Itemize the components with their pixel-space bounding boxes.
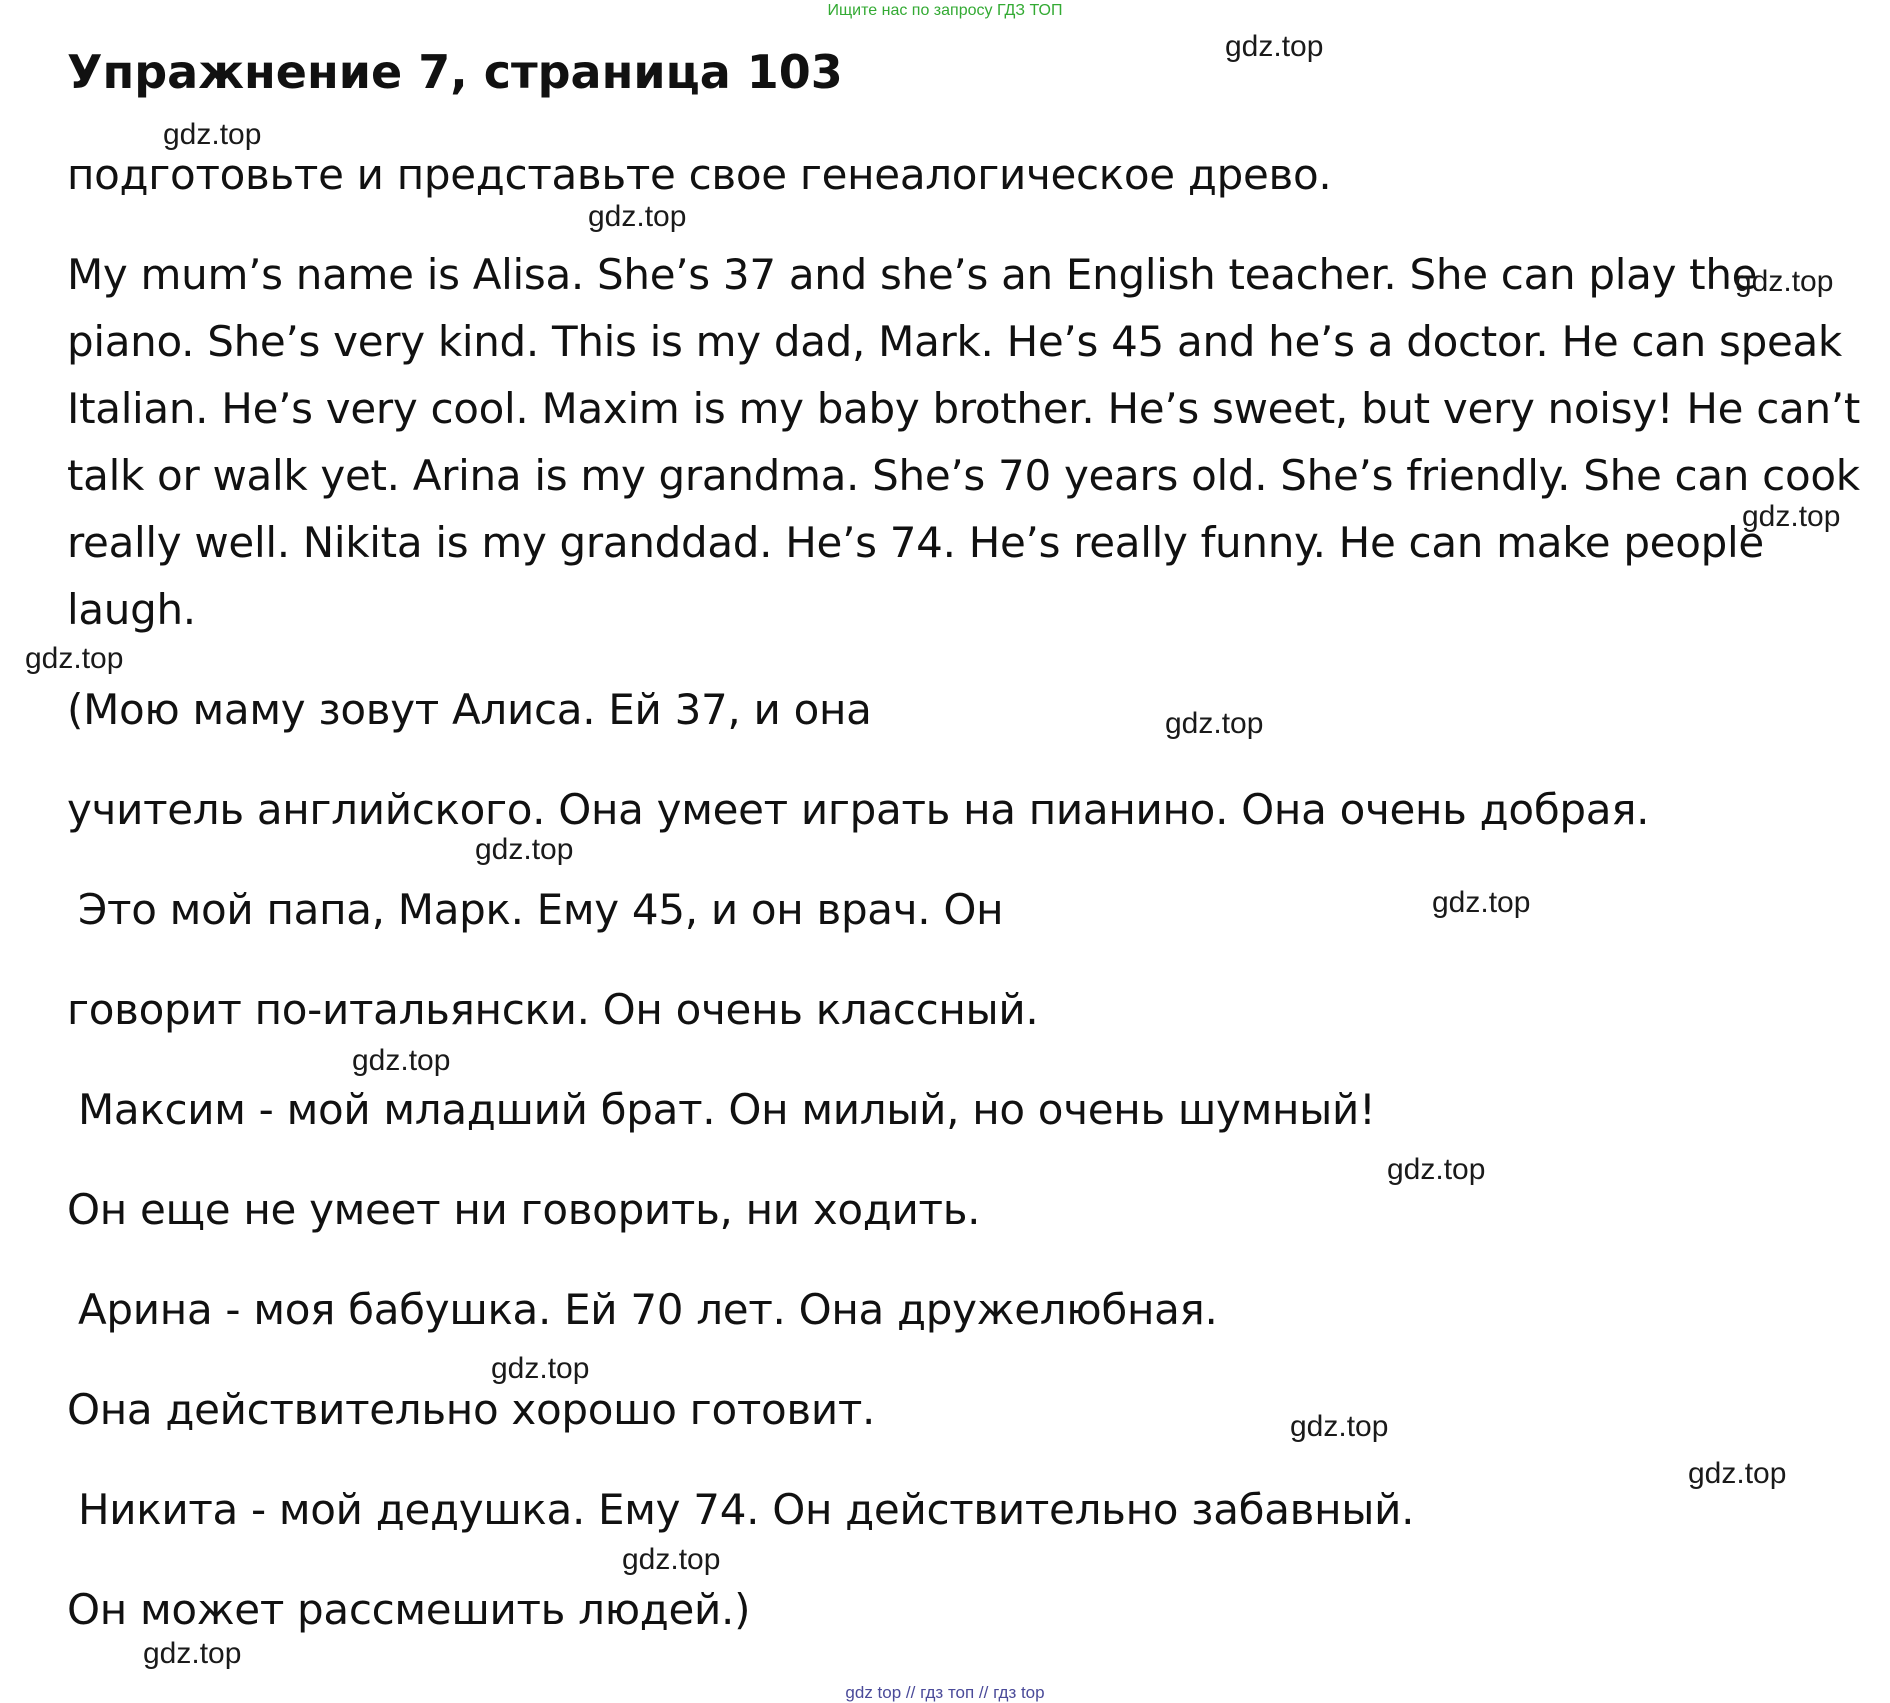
watermark: gdz.top — [491, 1352, 590, 1385]
page-title: Упражнение 7, страница 103 — [67, 45, 843, 99]
top-banner: Ищите нас по запросу ГДЗ ТОП — [827, 2, 1063, 19]
watermark: gdz.top — [1735, 265, 1834, 298]
russian-line: (Мою маму зовут Алиса. Ей 37, и она — [67, 685, 872, 734]
watermark: gdz.top — [1290, 1410, 1389, 1443]
watermark: gdz.top — [475, 833, 574, 866]
task-text: подготовьте и представьте свое генеалогическое древо. — [67, 150, 1332, 199]
watermark: gdz.top — [25, 642, 124, 675]
russian-line: Максим - мой младший брат. Он милый, но очень шумный! — [78, 1085, 1376, 1134]
watermark: gdz.top — [143, 1637, 242, 1670]
footer: gdz top // гдз топ // гдз top — [845, 1683, 1045, 1702]
russian-line: учитель английского. Она умеет играть на пианино. Она очень добрая. — [67, 785, 1650, 834]
watermark: gdz.top — [352, 1044, 451, 1077]
english-line: My mum’s name is Alisa. She’s 37 and she’s an English teacher. She can play the — [67, 250, 1758, 299]
watermark: gdz.top — [1432, 886, 1531, 919]
russian-line: Она действительно хорошо готовит. — [67, 1385, 876, 1434]
watermark: gdz.top — [1742, 500, 1841, 533]
russian-line: Он может рассмешить людей.) — [67, 1585, 751, 1634]
russian-line: Он еще не умеет ни говорить, ни ходить. — [67, 1185, 981, 1234]
russian-line: Это мой папа, Марк. Ему 45, и он врач. Он — [78, 885, 1004, 934]
russian-line: говорит по-итальянски. Он очень классный. — [67, 985, 1039, 1034]
english-line: laugh. — [67, 585, 196, 634]
russian-line: Арина - моя бабушка. Ей 70 лет. Она дружелюбная. — [78, 1285, 1218, 1334]
english-line: really well. Nikita is my granddad. He’s 74. He’s really funny. He can make people — [67, 518, 1764, 567]
watermark: gdz.top — [588, 200, 687, 233]
russian-line: Никита - мой дедушка. Ему 74. Он действительно забавный. — [78, 1485, 1415, 1534]
watermark: gdz.top — [1165, 707, 1264, 740]
english-line: talk or walk yet. Arina is my grandma. She’s 70 years old. She’s friendly. She can cook — [67, 451, 1860, 500]
watermark: gdz.top — [1387, 1153, 1486, 1186]
english-line: Italian. He’s very cool. Maxim is my baby brother. He’s sweet, but very noisy! He can’t — [67, 384, 1861, 433]
english-line: piano. She’s very kind. This is my dad, Mark. He’s 45 and he’s a doctor. He can speak — [67, 317, 1842, 366]
watermark: gdz.top — [1225, 30, 1324, 63]
watermark: gdz.top — [163, 118, 262, 151]
watermark: gdz.top — [622, 1543, 721, 1576]
watermark: gdz.top — [1688, 1457, 1787, 1490]
